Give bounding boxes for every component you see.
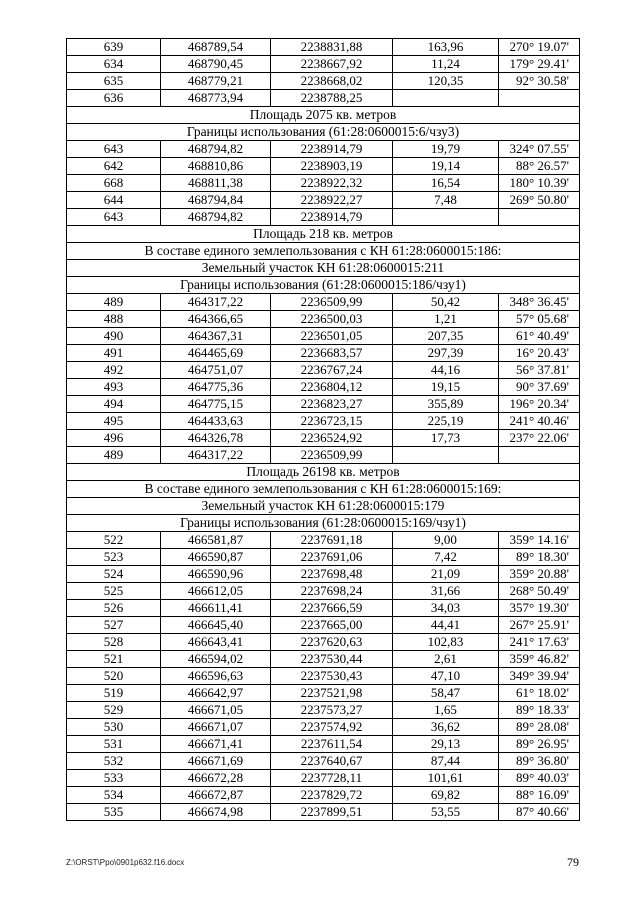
length-cell: 101,61 (393, 770, 499, 787)
length-cell: 36,62 (393, 719, 499, 736)
y-coordinate-cell: 2236509,99 (271, 447, 393, 464)
point-number-cell: 521 (67, 651, 161, 668)
x-coordinate-cell: 464367,31 (161, 328, 271, 345)
x-coordinate-cell: 466672,28 (161, 770, 271, 787)
direction-angle-cell (499, 447, 580, 464)
coordinate-row (67, 73, 580, 90)
length-cell: 163,96 (393, 39, 499, 56)
section-header-row (67, 226, 580, 243)
point-number-cell: 491 (67, 345, 161, 362)
point-number-cell: 535 (67, 804, 161, 821)
x-coordinate-cell: 468789,54 (161, 39, 271, 56)
coordinate-row (67, 209, 580, 226)
point-number-cell: 634 (67, 56, 161, 73)
direction-angle-cell: 61° 40.49' (499, 328, 580, 345)
coordinate-row (67, 175, 580, 192)
direction-angle-cell: 87° 40.66' (499, 804, 580, 821)
direction-angle-cell: 180° 10.39' (499, 175, 580, 192)
y-coordinate-cell: 2236501,05 (271, 328, 393, 345)
coordinate-row (67, 702, 580, 719)
length-cell: 34,03 (393, 600, 499, 617)
x-coordinate-cell: 466671,07 (161, 719, 271, 736)
length-cell: 16,54 (393, 175, 499, 192)
direction-angle-cell: 57° 05.68' (499, 311, 580, 328)
point-number-cell: 489 (67, 294, 161, 311)
point-number-cell: 522 (67, 532, 161, 549)
point-number-cell: 644 (67, 192, 161, 209)
y-coordinate-cell: 2237899,51 (271, 804, 393, 821)
direction-angle-cell: 179° 29.41' (499, 56, 580, 73)
length-cell: 50,42 (393, 294, 499, 311)
length-cell: 297,39 (393, 345, 499, 362)
coordinate-row (67, 379, 580, 396)
point-number-cell: 524 (67, 566, 161, 583)
x-coordinate-cell: 464317,22 (161, 447, 271, 464)
x-coordinate-cell: 464317,22 (161, 294, 271, 311)
direction-angle-cell: 241° 17.63' (499, 634, 580, 651)
length-cell (393, 209, 499, 226)
section-header-row (67, 107, 580, 124)
x-coordinate-cell: 464751,07 (161, 362, 271, 379)
direction-angle-cell: 89° 36.80' (499, 753, 580, 770)
point-number-cell: 643 (67, 209, 161, 226)
y-coordinate-cell: 2237698,48 (271, 566, 393, 583)
x-coordinate-cell: 466672,87 (161, 787, 271, 804)
y-coordinate-cell: 2236823,27 (271, 396, 393, 413)
coordinate-row (67, 328, 580, 345)
direction-angle-cell: 270° 19.07' (499, 39, 580, 56)
point-number-cell: 527 (67, 617, 161, 634)
y-coordinate-cell: 2237573,27 (271, 702, 393, 719)
coordinate-row (67, 566, 580, 583)
length-cell: 355,89 (393, 396, 499, 413)
section-header-text: В составе единого землепользования с КН 61:28:0600015:169: (67, 481, 580, 498)
y-coordinate-cell: 2237530,44 (271, 651, 393, 668)
length-cell: 53,55 (393, 804, 499, 821)
coordinate-row (67, 447, 580, 464)
direction-angle-cell: 16° 20.43' (499, 345, 580, 362)
y-coordinate-cell: 2237691,18 (271, 532, 393, 549)
y-coordinate-cell: 2238668,02 (271, 73, 393, 90)
coordinate-row (67, 39, 580, 56)
section-header-text: Земельный участок КН 61:28:0600015:179 (67, 498, 580, 515)
y-coordinate-cell: 2237666,59 (271, 600, 393, 617)
y-coordinate-cell: 2236804,12 (271, 379, 393, 396)
point-number-cell: 493 (67, 379, 161, 396)
section-header-text: Площадь 26198 кв. метров (67, 464, 580, 481)
length-cell: 207,35 (393, 328, 499, 345)
coordinate-row (67, 736, 580, 753)
y-coordinate-cell: 2238831,88 (271, 39, 393, 56)
x-coordinate-cell: 468810,86 (161, 158, 271, 175)
y-coordinate-cell: 2237829,72 (271, 787, 393, 804)
coordinate-row (67, 600, 580, 617)
point-number-cell: 639 (67, 39, 161, 56)
length-cell: 225,19 (393, 413, 499, 430)
direction-angle-cell: 92° 30.58' (499, 73, 580, 90)
coordinate-row (67, 787, 580, 804)
section-header-row (67, 515, 580, 532)
y-coordinate-cell: 2236683,57 (271, 345, 393, 362)
y-coordinate-cell: 2238914,79 (271, 141, 393, 158)
direction-angle-cell: 268° 50.49' (499, 583, 580, 600)
section-header-text: В составе единого землепользования с КН 61:28:0600015:186: (67, 243, 580, 260)
y-coordinate-cell: 2237530,43 (271, 668, 393, 685)
x-coordinate-cell: 468773,94 (161, 90, 271, 107)
point-number-cell: 668 (67, 175, 161, 192)
x-coordinate-cell: 466674,98 (161, 804, 271, 821)
coordinate-row (67, 56, 580, 73)
length-cell: 19,14 (393, 158, 499, 175)
x-coordinate-cell: 468794,84 (161, 192, 271, 209)
y-coordinate-cell: 2238922,27 (271, 192, 393, 209)
direction-angle-cell: 61° 18.02' (499, 685, 580, 702)
point-number-cell: 519 (67, 685, 161, 702)
coordinate-row (67, 294, 580, 311)
x-coordinate-cell: 466581,87 (161, 532, 271, 549)
length-cell: 69,82 (393, 787, 499, 804)
coordinate-row (67, 362, 580, 379)
coordinate-row (67, 141, 580, 158)
point-number-cell: 523 (67, 549, 161, 566)
point-number-cell: 525 (67, 583, 161, 600)
length-cell: 120,35 (393, 73, 499, 90)
direction-angle-cell: 269° 50.80' (499, 192, 580, 209)
point-number-cell: 530 (67, 719, 161, 736)
x-coordinate-cell: 466671,41 (161, 736, 271, 753)
direction-angle-cell: 349° 39.94' (499, 668, 580, 685)
length-cell: 44,41 (393, 617, 499, 634)
direction-angle-cell: 324° 07.55' (499, 141, 580, 158)
y-coordinate-cell: 2238903,19 (271, 158, 393, 175)
coordinate-row (67, 634, 580, 651)
y-coordinate-cell: 2237521,98 (271, 685, 393, 702)
section-header-text: Границы использования (61:28:0600015:6/чзу3) (67, 124, 580, 141)
direction-angle-cell: 241° 40.46' (499, 413, 580, 430)
length-cell: 7,48 (393, 192, 499, 209)
length-cell: 17,73 (393, 430, 499, 447)
direction-angle-cell: 56° 37.81' (499, 362, 580, 379)
x-coordinate-cell: 464775,15 (161, 396, 271, 413)
direction-angle-cell: 89° 18.30' (499, 549, 580, 566)
point-number-cell: 488 (67, 311, 161, 328)
direction-angle-cell (499, 209, 580, 226)
section-header-row (67, 498, 580, 515)
direction-angle-cell: 88° 26.57' (499, 158, 580, 175)
y-coordinate-cell: 2236723,15 (271, 413, 393, 430)
length-cell: 102,83 (393, 634, 499, 651)
section-header-text: Земельный участок КН 61:28:0600015:211 (67, 260, 580, 277)
x-coordinate-cell: 466596,63 (161, 668, 271, 685)
point-number-cell: 520 (67, 668, 161, 685)
point-number-cell: 489 (67, 447, 161, 464)
y-coordinate-cell: 2237691,06 (271, 549, 393, 566)
section-header-text: Границы использования (61:28:0600015:169/чзу1) (67, 515, 580, 532)
direction-angle-cell: 89° 18.33' (499, 702, 580, 719)
coordinate-row (67, 719, 580, 736)
length-cell: 1,65 (393, 702, 499, 719)
y-coordinate-cell: 2236767,24 (271, 362, 393, 379)
y-coordinate-cell: 2237665,00 (271, 617, 393, 634)
direction-angle-cell: 89° 28.08' (499, 719, 580, 736)
length-cell: 47,10 (393, 668, 499, 685)
direction-angle-cell (499, 90, 580, 107)
direction-angle-cell: 90° 37.69' (499, 379, 580, 396)
y-coordinate-cell: 2237620,63 (271, 634, 393, 651)
x-coordinate-cell: 468811,38 (161, 175, 271, 192)
length-cell: 31,66 (393, 583, 499, 600)
length-cell: 29,13 (393, 736, 499, 753)
point-number-cell: 529 (67, 702, 161, 719)
coordinate-row (67, 583, 580, 600)
coordinate-row (67, 311, 580, 328)
direction-angle-cell: 89° 26.95' (499, 736, 580, 753)
coordinate-row (67, 396, 580, 413)
length-cell: 9,00 (393, 532, 499, 549)
x-coordinate-cell: 466594,02 (161, 651, 271, 668)
point-number-cell: 635 (67, 73, 161, 90)
x-coordinate-cell: 466671,05 (161, 702, 271, 719)
section-header-row (67, 243, 580, 260)
length-cell: 11,24 (393, 56, 499, 73)
y-coordinate-cell: 2237728,11 (271, 770, 393, 787)
point-number-cell: 528 (67, 634, 161, 651)
section-header-row (67, 124, 580, 141)
coordinate-row (67, 158, 580, 175)
section-header-row (67, 260, 580, 277)
coordinate-row (67, 413, 580, 430)
point-number-cell: 643 (67, 141, 161, 158)
direction-angle-cell: 357° 19.30' (499, 600, 580, 617)
length-cell: 19,15 (393, 379, 499, 396)
length-cell (393, 447, 499, 464)
section-header-text: Площадь 218 кв. метров (67, 226, 580, 243)
coordinate-row (67, 345, 580, 362)
length-cell: 87,44 (393, 753, 499, 770)
x-coordinate-cell: 466590,96 (161, 566, 271, 583)
coordinate-row (67, 532, 580, 549)
coordinate-row (67, 685, 580, 702)
direction-angle-cell: 88° 16.09' (499, 787, 580, 804)
y-coordinate-cell: 2237611,54 (271, 736, 393, 753)
point-number-cell: 496 (67, 430, 161, 447)
length-cell: 21,09 (393, 566, 499, 583)
coordinate-row (67, 192, 580, 209)
x-coordinate-cell: 466643,41 (161, 634, 271, 651)
point-number-cell: 533 (67, 770, 161, 787)
footer-file-path: Z:\ORST\Ppo\0901p632.f16.docx (66, 858, 185, 867)
x-coordinate-cell: 468779,21 (161, 73, 271, 90)
direction-angle-cell: 359° 14.16' (499, 532, 580, 549)
direction-angle-cell: 359° 20.88' (499, 566, 580, 583)
point-number-cell: 495 (67, 413, 161, 430)
coordinate-row (67, 90, 580, 107)
x-coordinate-cell: 466611,41 (161, 600, 271, 617)
coordinate-row (67, 770, 580, 787)
y-coordinate-cell: 2237698,24 (271, 583, 393, 600)
section-header-text: Площадь 2075 кв. метров (67, 107, 580, 124)
direction-angle-cell: 196° 20.34' (499, 396, 580, 413)
section-header-row (67, 481, 580, 498)
direction-angle-cell: 348° 36.45' (499, 294, 580, 311)
direction-angle-cell: 267° 25.91' (499, 617, 580, 634)
length-cell: 1,21 (393, 311, 499, 328)
x-coordinate-cell: 464326,78 (161, 430, 271, 447)
coordinate-row (67, 651, 580, 668)
x-coordinate-cell: 464465,69 (161, 345, 271, 362)
x-coordinate-cell: 466590,87 (161, 549, 271, 566)
coordinate-row (67, 753, 580, 770)
x-coordinate-cell: 464775,36 (161, 379, 271, 396)
x-coordinate-cell: 466642,97 (161, 685, 271, 702)
direction-angle-cell: 359° 46.82' (499, 651, 580, 668)
section-header-row (67, 277, 580, 294)
y-coordinate-cell: 2237640,67 (271, 753, 393, 770)
point-number-cell: 636 (67, 90, 161, 107)
coordinates-table (66, 38, 580, 821)
point-number-cell: 642 (67, 158, 161, 175)
y-coordinate-cell: 2238914,79 (271, 209, 393, 226)
direction-angle-cell: 89° 40.03' (499, 770, 580, 787)
point-number-cell: 494 (67, 396, 161, 413)
y-coordinate-cell: 2238922,32 (271, 175, 393, 192)
y-coordinate-cell: 2236524,92 (271, 430, 393, 447)
x-coordinate-cell: 466612,05 (161, 583, 271, 600)
coordinate-row (67, 617, 580, 634)
length-cell: 7,42 (393, 549, 499, 566)
coordinate-row (67, 804, 580, 821)
y-coordinate-cell: 2238667,92 (271, 56, 393, 73)
length-cell: 44,16 (393, 362, 499, 379)
coordinates-table-body (67, 39, 580, 821)
point-number-cell: 526 (67, 600, 161, 617)
point-number-cell: 531 (67, 736, 161, 753)
x-coordinate-cell: 468790,45 (161, 56, 271, 73)
direction-angle-cell: 237° 22.06' (499, 430, 580, 447)
section-header-row (67, 464, 580, 481)
y-coordinate-cell: 2236509,99 (271, 294, 393, 311)
coordinate-row (67, 430, 580, 447)
x-coordinate-cell: 464366,65 (161, 311, 271, 328)
x-coordinate-cell: 464433,63 (161, 413, 271, 430)
x-coordinate-cell: 468794,82 (161, 209, 271, 226)
y-coordinate-cell: 2237574,92 (271, 719, 393, 736)
point-number-cell: 532 (67, 753, 161, 770)
length-cell: 2,61 (393, 651, 499, 668)
point-number-cell: 490 (67, 328, 161, 345)
length-cell: 58,47 (393, 685, 499, 702)
coordinate-row (67, 549, 580, 566)
point-number-cell: 492 (67, 362, 161, 379)
point-number-cell: 534 (67, 787, 161, 804)
length-cell: 19,79 (393, 141, 499, 158)
page-number: 79 (567, 855, 579, 869)
y-coordinate-cell: 2236500,03 (271, 311, 393, 328)
y-coordinate-cell: 2238788,25 (271, 90, 393, 107)
x-coordinate-cell: 468794,82 (161, 141, 271, 158)
section-header-text: Границы использования (61:28:0600015:186/чзу1) (67, 277, 580, 294)
x-coordinate-cell: 466645,40 (161, 617, 271, 634)
x-coordinate-cell: 466671,69 (161, 753, 271, 770)
length-cell (393, 90, 499, 107)
coordinate-row (67, 668, 580, 685)
